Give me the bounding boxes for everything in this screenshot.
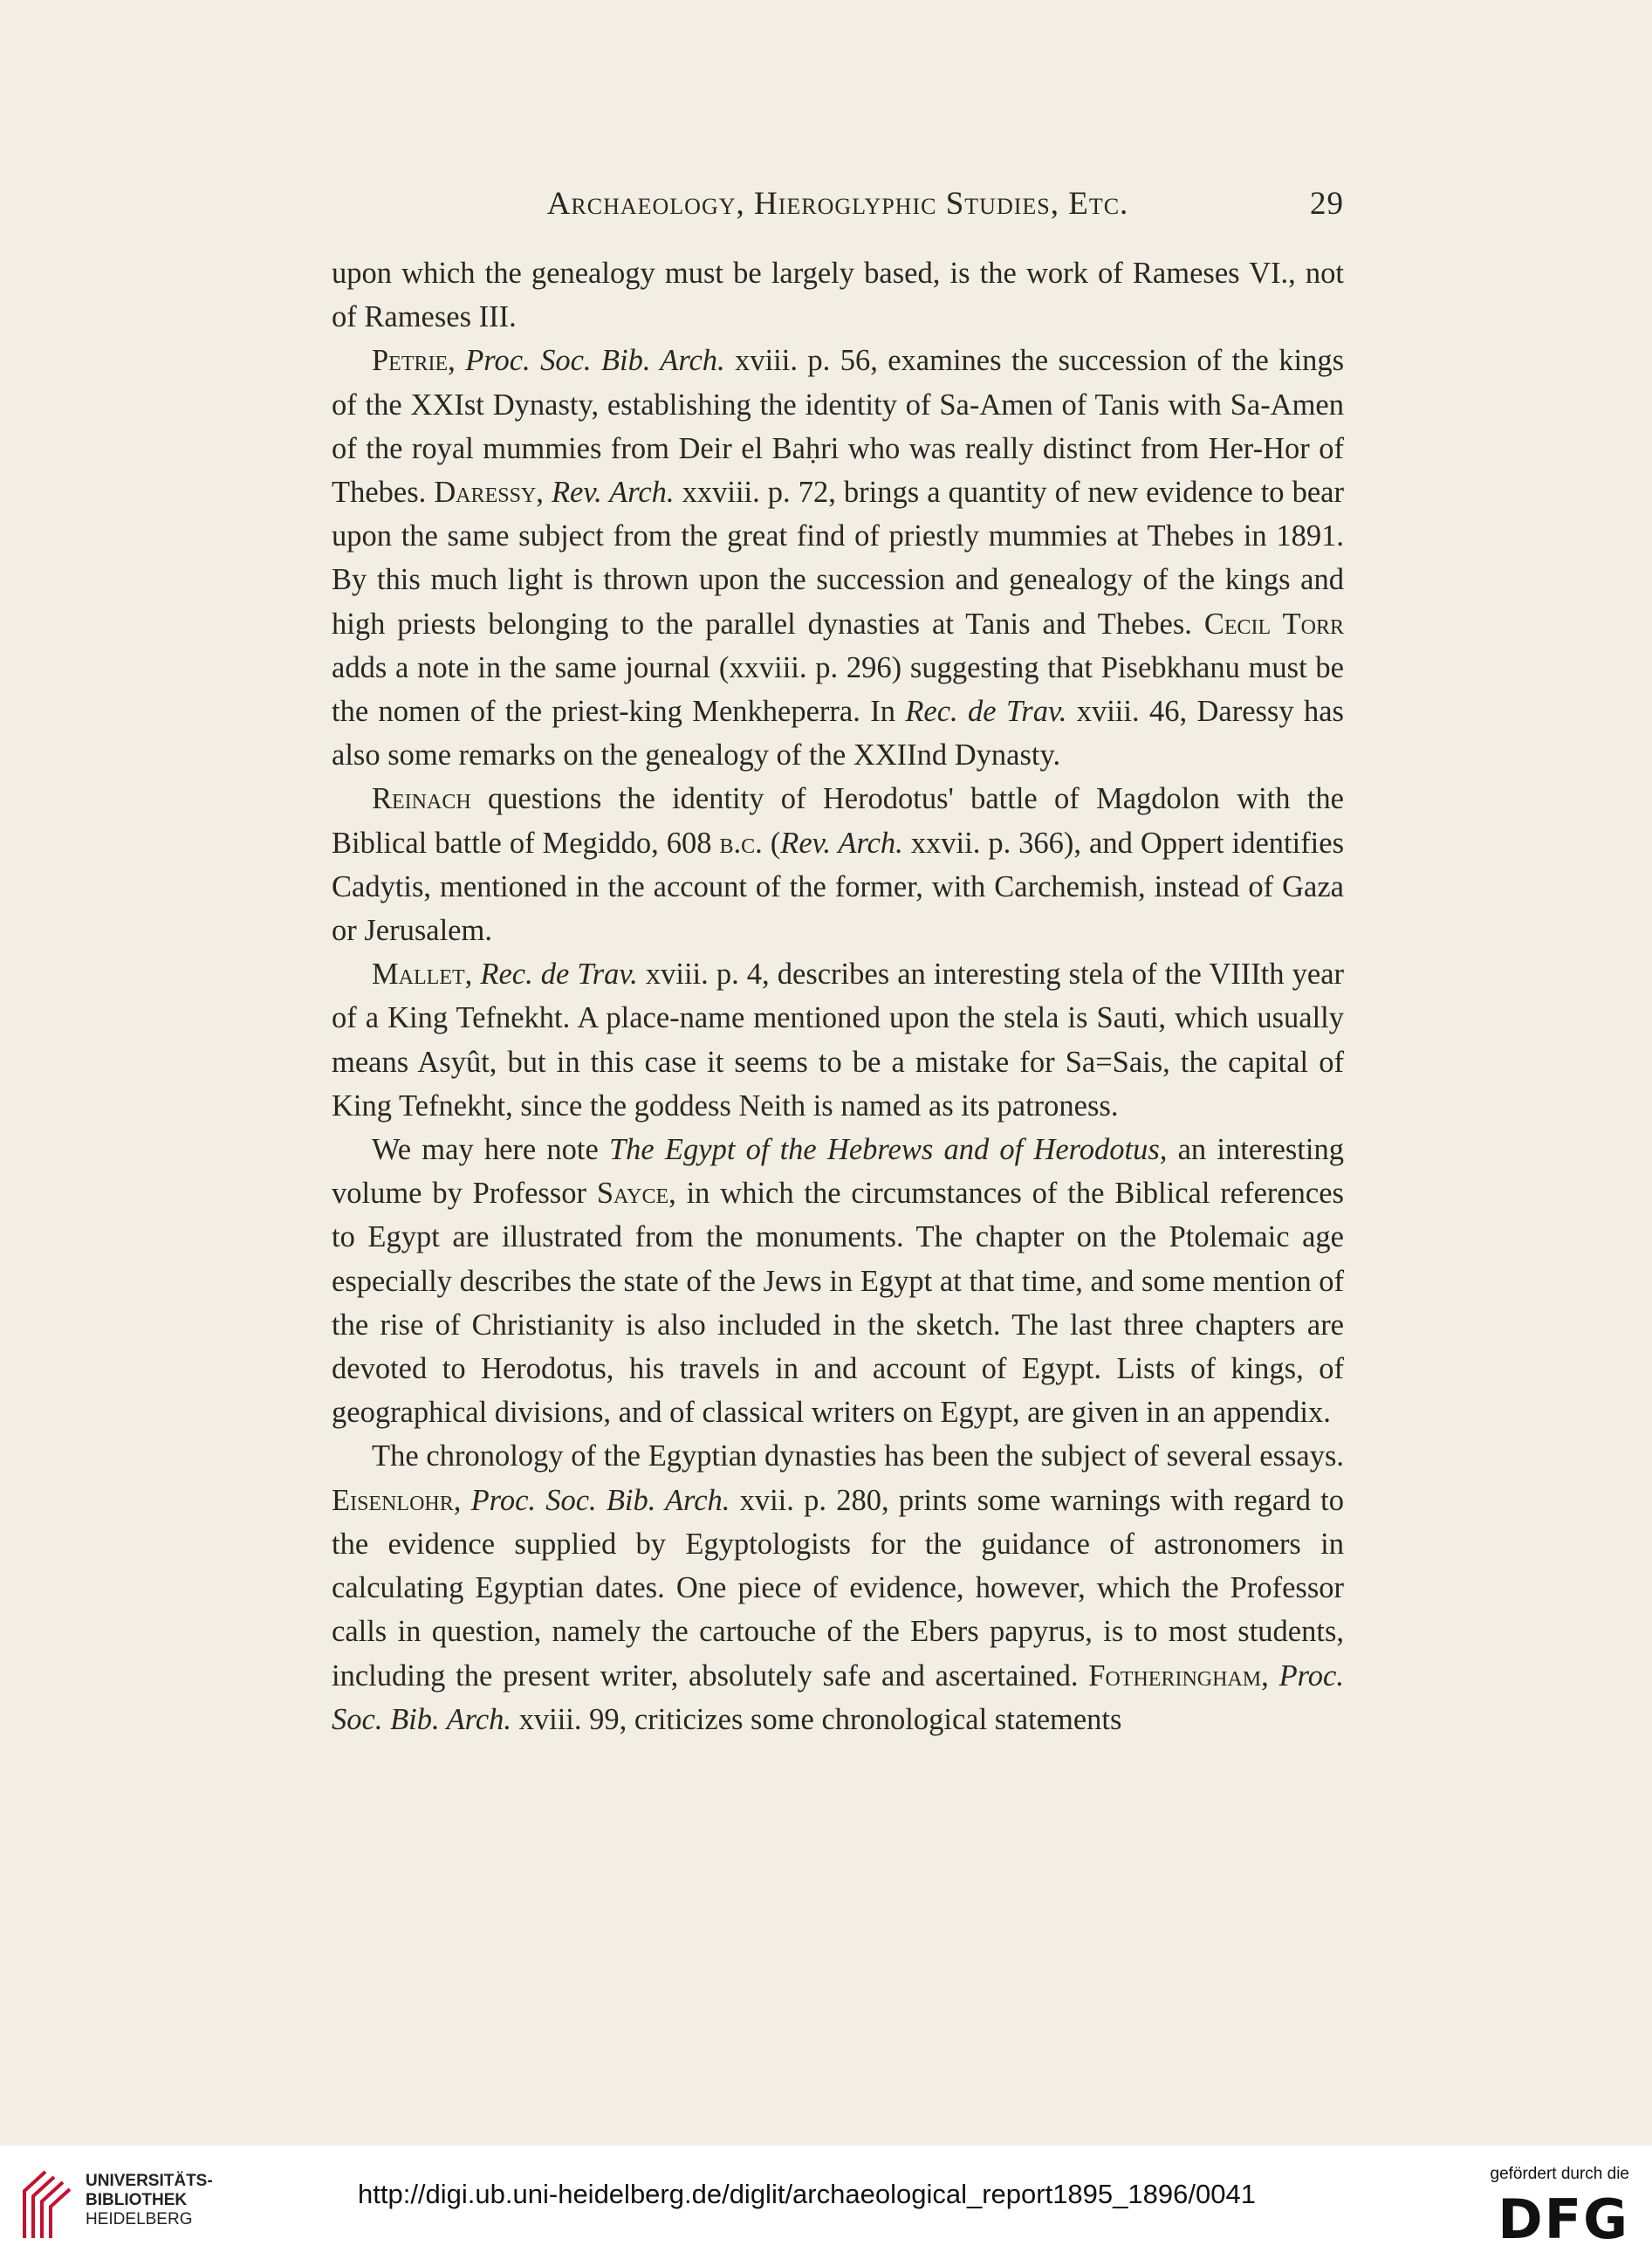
author-name: Eisenlohr (332, 1483, 454, 1517)
text-run: We may here note (372, 1133, 609, 1167)
journal-title: Rev. Arch. (551, 476, 675, 510)
text-run: xviii. 46, Daressy has also some remarks on the genealogy of the XXIInd Dynasty. (332, 695, 1344, 772)
library-name-line: BIBLIOTHEK (86, 2191, 188, 2209)
digitization-footer (0, 2146, 1652, 2266)
journal-title: Proc. Soc. Bib. Arch. (332, 1658, 1344, 1736)
author-name: Fotheringham (1088, 1658, 1262, 1693)
paragraph (332, 1434, 1344, 1741)
text-run: xxviii. p. 72, brings a quantity of new evidence to bear upon the same subject from the great find of priestly mummies at Thebes in 1891. By this much light is thrown upon the succession and genealogy of the kings and high priests belonging to the parallel dynasties at Tanis and Thebes. (332, 476, 1344, 641)
journal-title: Rec. de Trav. (480, 958, 638, 992)
funding-note: gefördert durch die (1490, 2165, 1629, 2183)
author-name: Reinach (372, 782, 471, 816)
text-run: , (464, 958, 481, 992)
text-run: , (448, 344, 466, 378)
text-run: The chronology of the Egyptian dynasties has been the subject of several essays. (372, 1439, 1344, 1473)
text-run: upon which the genealogy must be largely based, is the work of Rameses VI., not of Rameses III. (332, 257, 1344, 334)
library-name-line: UNIVERSITÄTS- (86, 2172, 213, 2190)
author-name: Daressy (434, 476, 537, 510)
library-logo-icon (19, 2165, 73, 2242)
text-run: adds a note in the same journal (xxviii. p. 296) suggesting that Pisebkhanu must be the nomen of the priest-king Menkheperra. In (332, 650, 1344, 729)
text-run: xviii. p. 56, examines the succession of the kings of the XXIst Dynasty, establishing the identity of Sa-Amen of Tanis with Sa-Amen of the royal mummies from Deir el Baḥri who was really distinct from Her-Hor of Thebes. (332, 344, 1345, 510)
text-run: xvii. p. 280, prints some warnings with regard to the evidence supplied by Egyptologists for the guidance of astronomers in calculating Egyptian dates. One piece of evidence, however, which the Professor calls in question, namely the cartouche of the Ebers papyrus, is to most students, including the present writer, absolutely safe and ascertained. (332, 1483, 1344, 1693)
book-title: The Egypt of the Hebrews and of Herodotus, (609, 1133, 1168, 1167)
text-run: xviii. p. 4, describes an interesting stela of the VIIIth year of a King Tefnekht. A place-name mentioned upon the stela is Sauti, which usually means Asyût, but in this case it seems to be a mistake for Sa=Sais, the capital of King Tefnekht, since the goddess Neith is named as its patroness. (332, 958, 1344, 1123)
funding-credit (1472, 2165, 1629, 2249)
text-run: , (453, 1483, 471, 1517)
paragraph (332, 1128, 1344, 1434)
author-name: Petrie (372, 344, 449, 378)
running-title: Archaeology, Hieroglyphic Studies, Etc. (546, 186, 1129, 222)
text-run: xviii. 99, criticizes some chronological statements (511, 1702, 1122, 1736)
running-header (332, 185, 1344, 229)
text-run: ( (762, 826, 781, 860)
body-text (332, 251, 1344, 1741)
journal-title: Proc. Soc. Bib. Arch. (465, 344, 725, 378)
library-name-line: HEIDELBERG (86, 2210, 193, 2228)
journal-title: Rev. Arch. (780, 826, 903, 860)
paragraph (332, 952, 1344, 1128)
text-run: , (1261, 1658, 1279, 1693)
text-run: an interesting volume by Professor (332, 1133, 1344, 1211)
text-run: questions the identity of Herodotus' battle of Magdolon with the Biblical battle of Megiddo, 608 (332, 782, 1344, 860)
dfg-logo: DFG (1498, 2187, 1629, 2251)
author-name: Cecil Torr (1203, 607, 1344, 641)
permalink-url[interactable]: http://digi.ub.uni-heidelberg.de/diglit/archaeological_report1895_1896/0041 (358, 2179, 1256, 2209)
text-run: xxvii. p. 366), and Oppert identifies Cadytis, mentioned in the account of the former, with Carchemish, instead of Gaza or Jerusalem. (332, 826, 1345, 948)
journal-title: Proc. Soc. Bib. Arch. (470, 1483, 730, 1517)
journal-title: Rec. de Trav. (905, 695, 1067, 729)
author-name: Mallet (372, 958, 465, 992)
text-run: , (536, 476, 552, 510)
paragraph (332, 339, 1344, 777)
author-name: Sayce (596, 1177, 669, 1211)
abbreviation: b.c. (719, 826, 763, 860)
paragraph (332, 251, 1344, 339)
text-run: , in which the circumstances of the Biblical references to Egypt are illustrated from the monuments. The chapter on the Ptolemaic age especially describes the state of the Jews in Egypt at that time, and some mention of the rise of Christianity is also included in the sketch. The last three chapters are devoted to Herodotus, his travels in and account of Egypt. Lists of kings, of geographical divisions, and of classical writers on Egypt, are given in an appendix. (332, 1177, 1344, 1430)
page-number: 29 (1310, 186, 1344, 222)
library-name (86, 2172, 213, 2229)
paragraph (332, 777, 1344, 952)
